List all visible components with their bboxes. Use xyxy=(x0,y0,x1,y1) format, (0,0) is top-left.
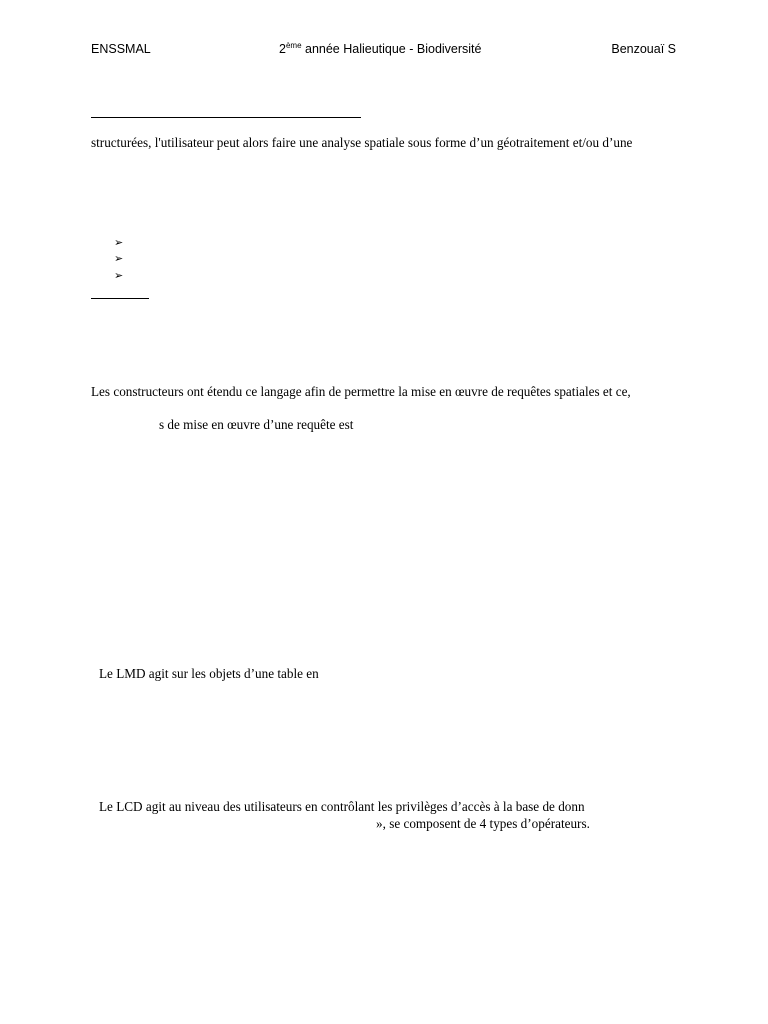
header-center-rest: année Halieutique - Biodiversité xyxy=(301,42,482,56)
text-line-constructeurs: Les constructeurs ont étendu ce langage afin de permettre la mise en œuvre de requêtes spatiales et ce, xyxy=(91,384,631,399)
text-line-mise-en-oeuvre: s de mise en œuvre d’une requête est xyxy=(159,417,354,432)
bullet-arrow-icon: ➢ xyxy=(114,269,124,282)
text-line-lmd: Le LMD agit sur les objets d’une table en xyxy=(99,666,319,681)
bullet-arrow-icon: ➢ xyxy=(114,236,124,249)
header-center-prefix: 2 xyxy=(279,42,286,56)
text-line-compose: », se composent de 4 types d’opérateurs. xyxy=(376,816,590,831)
header-center xyxy=(279,42,481,56)
text-line-structurees: structurées, l'utilisateur peut alors faire une analyse spatiale sous forme d’un géotraitement et/ou d’une xyxy=(91,135,633,150)
header-left: ENSSMAL xyxy=(91,42,151,56)
section-rule-top xyxy=(91,117,361,118)
header-center-sup: ème xyxy=(285,41,302,50)
text-line-lcd: Le LCD agit au niveau des utilisateurs en contrôlant les privilèges d’accès à la base de donn xyxy=(99,799,585,814)
section-rule-short xyxy=(91,298,149,299)
header-right: Benzouaï S xyxy=(611,42,676,56)
bullet-arrow-icon: ➢ xyxy=(114,252,124,265)
